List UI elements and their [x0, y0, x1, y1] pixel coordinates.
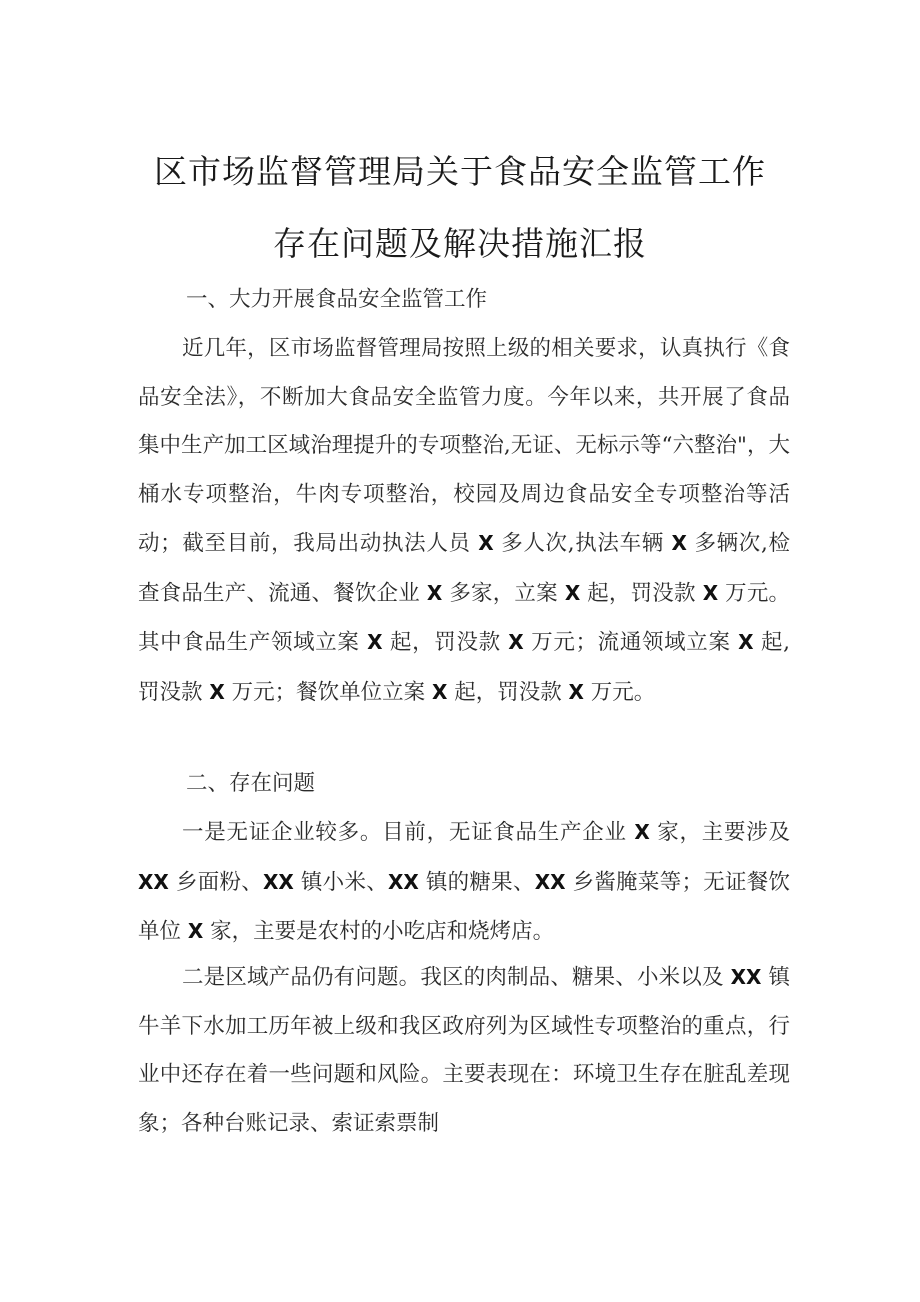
text-run: 镇的糖果、	[418, 869, 535, 895]
text-run: 起，罚没款	[447, 679, 569, 705]
text-run: 万元。其中食品生产领域立案	[138, 580, 791, 655]
section-1-paragraph	[138, 325, 790, 717]
text-run: 家，主要是农村的小吃店和烧烤店。	[203, 919, 555, 944]
placeholder-xx: XX	[262, 869, 294, 894]
text-run: 乡酱腌菜等；无证餐饮单位	[138, 869, 790, 944]
document-title-line-2: 存在问题及解决措施汇报	[273, 224, 647, 263]
placeholder-x: X	[564, 580, 581, 605]
text-run: 起，罚没款	[580, 580, 703, 606]
text-run: 镇小米、	[293, 869, 388, 895]
section-2-paragraph-2	[138, 953, 790, 1148]
placeholder-x: X	[671, 531, 687, 555]
text-run: 多家，立案	[442, 580, 565, 606]
placeholder-xx: XX	[730, 965, 762, 989]
placeholder-x: X	[508, 630, 524, 654]
section-1-heading: 一、大力开展食品安全监管工作	[186, 287, 488, 312]
text-run: 多辆次,检查食品生产、流通、餐饮企业	[138, 531, 790, 606]
text-run: 万元；餐饮单位立案	[224, 679, 432, 705]
placeholder-xx: XX	[387, 869, 419, 894]
text-run: 起,罚没款	[138, 630, 791, 705]
placeholder-xx: XX	[138, 869, 169, 894]
text-run: 近几年，区市场监督管理局按照上级的相关要求，认真执行《食品安全法》，不断加大食品安全监管力度。今年以来，共开展了食品集中生产加工区域治理提升的专项整治,无证、无标示等“六整治"，大桶水专项整治，牛肉专项整治，校园及周边食品安全专项整治等活动；截至目前，我局出动执法人员	[138, 336, 790, 556]
placeholder-x: X	[702, 580, 719, 605]
text-run: 万元。	[583, 679, 656, 705]
placeholder-x: X	[568, 679, 584, 704]
text-run: 家，主要涉及	[649, 820, 790, 845]
placeholder-x: X	[431, 679, 448, 704]
text-run: 多人次,执法车辆	[493, 531, 672, 556]
section-2-paragraph-1	[138, 808, 790, 957]
text-run: 乡面粉、	[168, 869, 263, 895]
text-run: 一是无证企业较多。目前，无证食品生产企业	[182, 820, 635, 845]
placeholder-x: X	[634, 820, 650, 844]
placeholder-x: X	[209, 679, 225, 704]
text-run: 起，罚没款	[382, 630, 509, 655]
placeholder-x: X	[426, 580, 443, 605]
placeholder-x: X	[738, 630, 754, 654]
document-title-line-1: 区市场监督管理局关于食品安全监管工作	[154, 152, 766, 191]
placeholder-xx: XX	[534, 869, 566, 894]
placeholder-x: X	[478, 531, 494, 555]
text-run: 二是区域产品仍有问题。我区的肉制品、糖果、小米以及	[182, 965, 731, 990]
placeholder-x: X	[187, 919, 204, 943]
section-2-heading: 二、存在问题	[186, 771, 316, 796]
text-run: 万元；流通领域立案	[523, 630, 739, 655]
placeholder-x: X	[367, 630, 383, 654]
text-run: 镇牛羊下水加工历年被上级和我区政府列为区域性专项整治的重点，行业中还存在着一些问题和风险。主要表现在：环境卫生存在脏乱差现象；各种台账记录、索证索票制	[138, 965, 790, 1136]
